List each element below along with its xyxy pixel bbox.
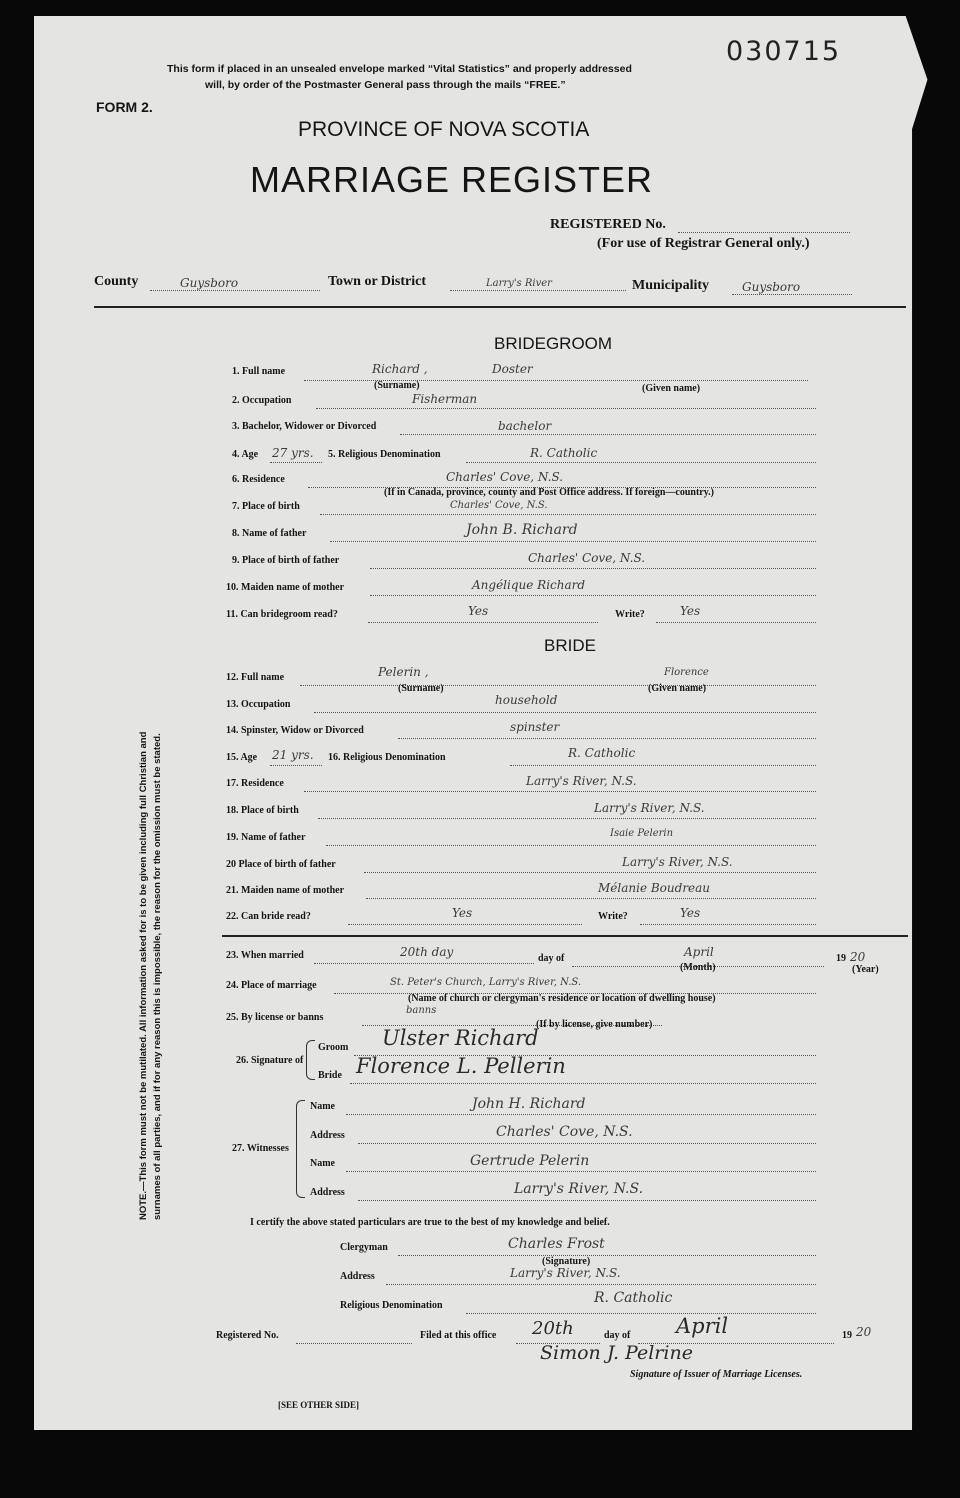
witness-1-address-label: Address: [310, 1130, 345, 1141]
bride-occupation: household: [495, 693, 558, 707]
bride-father-label: 19. Name of father: [226, 832, 306, 843]
groom-read: Yes: [468, 604, 489, 618]
license-banns-value: banns: [406, 1005, 437, 1016]
serial-number: 030715: [726, 36, 842, 67]
bride-father-birth-label: 20 Place of birth of father: [226, 859, 336, 870]
see-other-side: [SEE OTHER SIDE]: [278, 1400, 360, 1410]
groom-birthplace: Charles' Cove, N.S.: [450, 500, 548, 511]
bride-father-birthplace: Larry's River, N.S.: [622, 855, 733, 869]
side-note-line-2: surnames of all parties, and if for any reason this is impossible, the reason for the omission must be stated.: [152, 733, 163, 1220]
witness-2-address-label: Address: [310, 1187, 345, 1198]
marriage-day: 20th day: [400, 945, 454, 959]
place-of-marriage: St. Peter's Church, Larry's River, N.S.: [390, 977, 582, 988]
marriage-month-caption: (Month): [680, 962, 716, 973]
bride-given-caption: (Given name): [648, 683, 707, 694]
bride-mother: Mélanie Boudreau: [598, 881, 711, 895]
license-banns-label: 25. By license or banns: [226, 1012, 324, 1023]
groom-surname-caption: (Surname): [374, 380, 420, 391]
certification-statement: I certify the above stated particulars are true to the best of my knowledge and belief.: [250, 1217, 610, 1228]
header-divider: [94, 306, 906, 308]
groom-residence: Charles' Cove, N.S.: [446, 470, 564, 484]
groom-age: 27 yrs.: [272, 446, 314, 460]
bride-birthplace: Larry's River, N.S.: [594, 801, 705, 815]
bride-read: Yes: [452, 906, 473, 920]
witness-2-address: Larry's River, N.S.: [514, 1181, 644, 1197]
groom-residence-label: 6. Residence: [232, 474, 285, 485]
groom-religion: R. Catholic: [530, 446, 598, 460]
municipality-label: Municipality: [632, 278, 710, 293]
town-value: Larry's River: [486, 278, 552, 289]
bride-religion: R. Catholic: [568, 746, 636, 760]
bride-mother-label: 21. Maiden name of mother: [226, 885, 345, 896]
bride-write-label: Write?: [598, 911, 628, 922]
registrar-note: (For use of Registrar General only.): [597, 236, 810, 251]
province-title: PROVINCE OF NOVA SCOTIA: [298, 118, 590, 141]
bride-given-name: Florence: [664, 667, 709, 678]
postal-notice-line-2: will, by order of the Postmaster General pass through the mails “FREE.”: [205, 79, 566, 91]
witnesses-brace-outer: [296, 1100, 305, 1198]
groom-mother: Angélique Richard: [472, 578, 586, 592]
postal-notice-line-1: This form if placed in an unsealed envelope marked “Vital Statistics” and properly addressed: [167, 63, 632, 75]
filed-day: 20th: [532, 1318, 574, 1339]
groom-full-name-label: 1. Full name: [232, 366, 286, 377]
town-label: Town or District: [328, 274, 426, 289]
groom-father-birth-label: 9. Place of birth of father: [232, 555, 340, 566]
bride-full-name-label: 12. Full name: [226, 672, 285, 683]
groom-father-birthplace: Charles' Cove, N.S.: [528, 551, 646, 565]
marriage-year-prefix: 19: [836, 953, 846, 964]
witnesses-label: 27. Witnesses: [232, 1143, 289, 1154]
issuer-caption: Signature of Issuer of Marriage Licenses.: [630, 1369, 803, 1380]
bride-status: spinster: [510, 720, 560, 734]
registered-number-label: REGISTERED No.: [550, 217, 666, 232]
clergyman-address: Larry's River, N.S.: [510, 1266, 621, 1280]
witness-1-name: John H. Richard: [472, 1096, 586, 1112]
bride-age-label: 15. Age: [226, 752, 258, 763]
bride-write: Yes: [680, 906, 701, 920]
marriage-month: April: [684, 945, 714, 959]
place-of-marriage-label: 24. Place of marriage: [226, 980, 317, 991]
witness-2-name: Gertrude Pelerin: [470, 1153, 590, 1169]
groom-occupation: Fisherman: [412, 392, 478, 406]
groom-mother-label: 10. Maiden name of mother: [226, 582, 345, 593]
clergyman-label: Clergyman: [340, 1242, 388, 1253]
bride-occupation-label: 13. Occupation: [226, 699, 291, 710]
groom-given-name: Doster: [492, 362, 533, 376]
signature-brace: [306, 1040, 315, 1080]
municipality-value: Guysboro: [742, 280, 801, 294]
clergyman-signature-caption: (Signature): [542, 1256, 591, 1267]
clergyman-address-label: Address: [340, 1271, 375, 1282]
witness-1-name-label: Name: [310, 1101, 335, 1112]
clergyman-religion-label: Religious Denomination: [340, 1300, 443, 1311]
clergyman-religion: R. Catholic: [594, 1290, 673, 1306]
groom-status: bachelor: [498, 419, 552, 433]
marriage-year: 20: [850, 950, 866, 964]
groom-signature: Ulster Richard: [382, 1026, 539, 1050]
side-note-line-1: NOTE.—This form must not be mutilated. All information asked for is to be given including full Christian and: [138, 731, 149, 1220]
groom-residence-note: (If in Canada, province, county and Post Office address. If foreign—country.): [384, 487, 715, 498]
bride-read-label: 22. Can bride read?: [226, 911, 311, 922]
groom-signature-label: Groom: [318, 1042, 349, 1053]
marriage-day-of-label: day of: [538, 953, 565, 964]
issuer-signature: Simon J. Pelrine: [540, 1342, 693, 1364]
groom-write: Yes: [680, 604, 701, 618]
place-of-marriage-note: (Name of church or clergyman's residence or location of dwelling house): [408, 993, 716, 1004]
bride-religion-label: 16. Religious Denomination: [328, 752, 446, 763]
county-value: Guysboro: [180, 276, 239, 290]
groom-birthplace-label: 7. Place of birth: [232, 501, 300, 512]
bride-residence: Larry's River, N.S.: [526, 774, 637, 788]
bride-residence-label: 17. Residence: [226, 778, 284, 789]
groom-write-label: Write?: [615, 609, 645, 620]
clergyman-signature: Charles Frost: [508, 1236, 605, 1252]
county-label: County: [94, 274, 139, 289]
groom-father: John B. Richard: [466, 522, 578, 538]
filed-label: Filed at this office: [420, 1330, 497, 1341]
filing-registered-label: Registered No.: [216, 1330, 279, 1341]
form-number: FORM 2.: [96, 99, 153, 115]
witness-1-address: Charles' Cove, N.S.: [496, 1124, 633, 1140]
groom-status-label: 3. Bachelor, Widower or Divorced: [232, 421, 377, 432]
bridegroom-heading: BRIDEGROOM: [494, 334, 613, 353]
filed-year: 20: [856, 1325, 872, 1339]
when-married-label: 23. When married: [226, 950, 304, 961]
filed-month: April: [676, 1314, 729, 1338]
bride-surname: Pelerin ,: [378, 665, 429, 679]
register-title: MARRIAGE REGISTER: [250, 159, 654, 200]
groom-given-caption: (Given name): [642, 383, 701, 394]
groom-religion-label: 5. Religious Denomination: [328, 449, 441, 460]
groom-surname: Richard ,: [372, 362, 428, 376]
bride-divider: [222, 935, 908, 937]
bride-father: Isaie Pelerin: [610, 828, 674, 839]
signature-of-label: 26. Signature of: [236, 1055, 304, 1066]
bride-surname-caption: (Surname): [398, 683, 444, 694]
license-note: (If by license, give number): [536, 1019, 653, 1030]
filed-year-prefix: 19: [842, 1330, 852, 1341]
bride-heading: BRIDE: [544, 636, 596, 655]
bride-signature: Florence L. Pellerin: [356, 1054, 566, 1078]
groom-occupation-label: 2. Occupation: [232, 395, 292, 406]
groom-read-label: 11. Can bridegroom read?: [226, 609, 338, 620]
witness-2-name-label: Name: [310, 1158, 335, 1169]
filed-day-of-label: day of: [604, 1330, 631, 1341]
groom-father-label: 8. Name of father: [232, 528, 307, 539]
bride-signature-label: Bride: [318, 1070, 342, 1081]
marriage-year-caption: (Year): [852, 964, 879, 975]
groom-age-label: 4. Age: [232, 449, 259, 460]
bride-birthplace-label: 18. Place of birth: [226, 805, 299, 816]
bride-age: 21 yrs.: [272, 748, 314, 762]
bride-status-label: 14. Spinster, Widow or Divorced: [226, 725, 364, 736]
